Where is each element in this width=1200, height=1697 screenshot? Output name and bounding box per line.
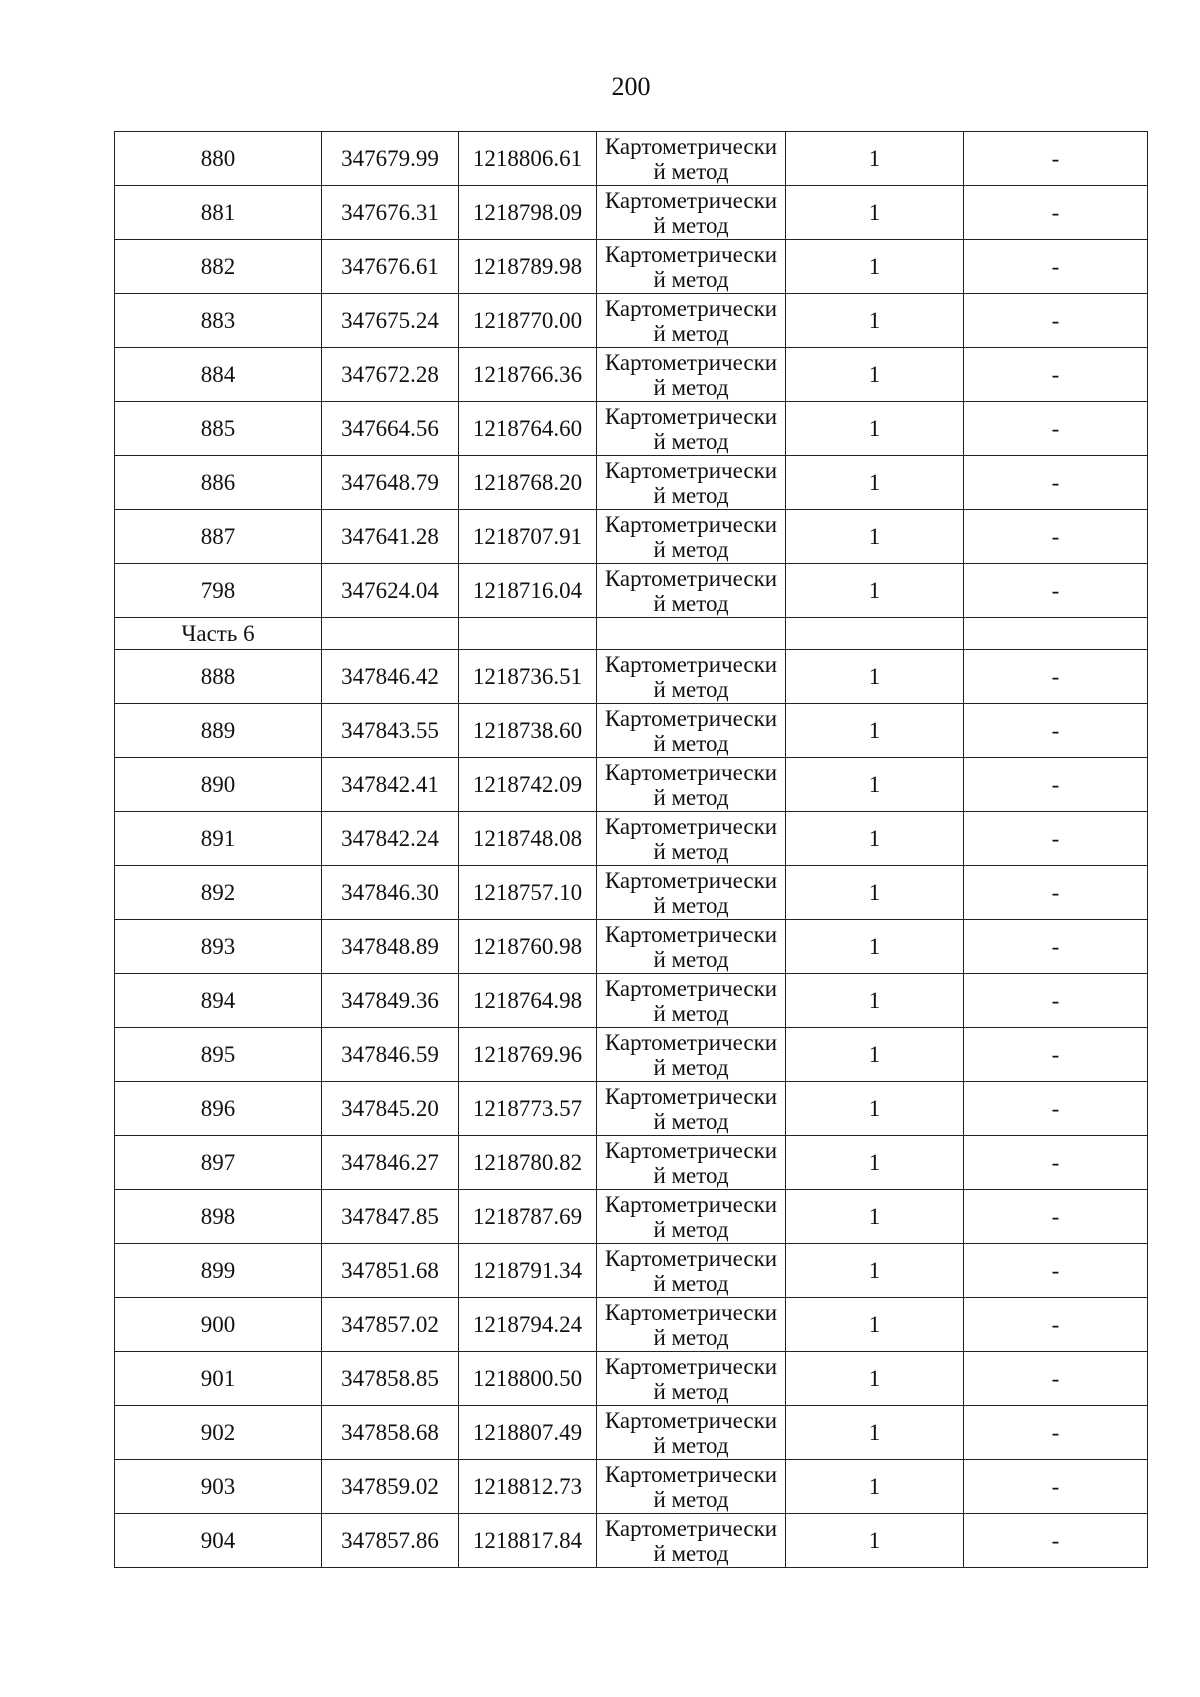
method-cell: Картометрически й метод (597, 132, 786, 186)
y-coordinate-cell: 1218800.50 (459, 1352, 597, 1406)
precision-cell: 1 (786, 1514, 964, 1568)
method-cell: Картометрически й метод (597, 1136, 786, 1190)
precision-cell: 1 (786, 1244, 964, 1298)
method-cell: Картометрически й метод (597, 456, 786, 510)
table-row (115, 1082, 1148, 1136)
y-coordinate-cell: 1218766.36 (459, 348, 597, 402)
table-row (115, 510, 1148, 564)
note-cell: - (964, 866, 1148, 920)
y-coordinate-cell: 1218794.24 (459, 1298, 597, 1352)
x-coordinate-cell: 347675.24 (322, 294, 459, 348)
y-coordinate-cell: 1218789.98 (459, 240, 597, 294)
precision-cell: 1 (786, 1028, 964, 1082)
method-cell: Картометрически й метод (597, 1514, 786, 1568)
y-coordinate-cell: 1218764.98 (459, 974, 597, 1028)
table-row (115, 240, 1148, 294)
y-coordinate-cell: 1218807.49 (459, 1406, 597, 1460)
x-coordinate-cell: 347857.02 (322, 1298, 459, 1352)
note-cell: - (964, 1136, 1148, 1190)
precision-cell: 1 (786, 758, 964, 812)
point-id-cell: 885 (115, 402, 322, 456)
precision-cell: 1 (786, 1460, 964, 1514)
table-row (115, 348, 1148, 402)
y-coordinate-cell: 1218742.09 (459, 758, 597, 812)
precision-cell: 1 (786, 456, 964, 510)
method-cell: Картометрически й метод (597, 866, 786, 920)
note-cell: - (964, 348, 1148, 402)
precision-cell: 1 (786, 920, 964, 974)
method-cell: Картометрически й метод (597, 1298, 786, 1352)
table-row (115, 186, 1148, 240)
note-cell: - (964, 1298, 1148, 1352)
x-coordinate-cell: 347641.28 (322, 510, 459, 564)
y-coordinate-cell: 1218707.91 (459, 510, 597, 564)
table-row (115, 1244, 1148, 1298)
note-cell: - (964, 758, 1148, 812)
y-coordinate-cell: 1218764.60 (459, 402, 597, 456)
note-cell: - (964, 132, 1148, 186)
y-coordinate-cell: 1218768.20 (459, 456, 597, 510)
method-cell: Картометрически й метод (597, 186, 786, 240)
table-row (115, 812, 1148, 866)
x-coordinate-cell: 347857.86 (322, 1514, 459, 1568)
empty-cell (322, 618, 459, 650)
method-cell: Картометрически й метод (597, 1190, 786, 1244)
precision-cell: 1 (786, 1298, 964, 1352)
precision-cell: 1 (786, 812, 964, 866)
note-cell: - (964, 974, 1148, 1028)
empty-cell (964, 618, 1148, 650)
y-coordinate-cell: 1218769.96 (459, 1028, 597, 1082)
note-cell: - (964, 1406, 1148, 1460)
note-cell: - (964, 240, 1148, 294)
point-id-cell: 798 (115, 564, 322, 618)
method-cell: Картометрически й метод (597, 920, 786, 974)
x-coordinate-cell: 347676.31 (322, 186, 459, 240)
note-cell: - (964, 1460, 1148, 1514)
point-id-cell: 890 (115, 758, 322, 812)
note-cell: - (964, 1082, 1148, 1136)
table-row (115, 866, 1148, 920)
x-coordinate-cell: 347664.56 (322, 402, 459, 456)
point-id-cell: 889 (115, 704, 322, 758)
point-id-cell: 904 (115, 1514, 322, 1568)
point-id-cell: 897 (115, 1136, 322, 1190)
point-id-cell: 880 (115, 132, 322, 186)
point-id-cell: 886 (115, 456, 322, 510)
precision-cell: 1 (786, 186, 964, 240)
y-coordinate-cell: 1218798.09 (459, 186, 597, 240)
table-row (115, 704, 1148, 758)
precision-cell: 1 (786, 510, 964, 564)
table-row (115, 294, 1148, 348)
y-coordinate-cell: 1218791.34 (459, 1244, 597, 1298)
x-coordinate-cell: 347624.04 (322, 564, 459, 618)
note-cell: - (964, 812, 1148, 866)
precision-cell: 1 (786, 348, 964, 402)
method-cell: Картометрически й метод (597, 1028, 786, 1082)
y-coordinate-cell: 1218748.08 (459, 812, 597, 866)
y-coordinate-cell: 1218770.00 (459, 294, 597, 348)
x-coordinate-cell: 347858.85 (322, 1352, 459, 1406)
note-cell: - (964, 186, 1148, 240)
method-cell: Картометрически й метод (597, 704, 786, 758)
method-cell: Картометрически й метод (597, 1244, 786, 1298)
method-cell: Картометрически й метод (597, 758, 786, 812)
point-id-cell: 899 (115, 1244, 322, 1298)
x-coordinate-cell: 347848.89 (322, 920, 459, 974)
x-coordinate-cell: 347842.24 (322, 812, 459, 866)
note-cell: - (964, 1244, 1148, 1298)
table-row (115, 456, 1148, 510)
table-row (115, 650, 1148, 704)
note-cell: - (964, 650, 1148, 704)
note-cell: - (964, 920, 1148, 974)
method-cell: Картометрически й метод (597, 564, 786, 618)
x-coordinate-cell: 347846.30 (322, 866, 459, 920)
point-id-cell: 893 (115, 920, 322, 974)
x-coordinate-cell: 347846.59 (322, 1028, 459, 1082)
x-coordinate-cell: 347847.85 (322, 1190, 459, 1244)
y-coordinate-cell: 1218817.84 (459, 1514, 597, 1568)
point-id-cell: 901 (115, 1352, 322, 1406)
precision-cell: 1 (786, 1352, 964, 1406)
table-row (115, 1406, 1148, 1460)
y-coordinate-cell: 1218780.82 (459, 1136, 597, 1190)
page-number: 200 (611, 72, 651, 101)
note-cell: - (964, 1352, 1148, 1406)
table-row (115, 758, 1148, 812)
method-cell: Картометрически й метод (597, 348, 786, 402)
note-cell: - (964, 564, 1148, 618)
y-coordinate-cell: 1218736.51 (459, 650, 597, 704)
note-cell: - (964, 704, 1148, 758)
coordinates-table (114, 131, 1148, 1568)
y-coordinate-cell: 1218716.04 (459, 564, 597, 618)
section-header-row (115, 618, 1148, 650)
precision-cell: 1 (786, 1406, 964, 1460)
method-cell: Картометрически й метод (597, 1082, 786, 1136)
y-coordinate-cell: 1218738.60 (459, 704, 597, 758)
precision-cell: 1 (786, 1082, 964, 1136)
precision-cell: 1 (786, 1190, 964, 1244)
point-id-cell: 894 (115, 974, 322, 1028)
precision-cell: 1 (786, 1136, 964, 1190)
point-id-cell: 895 (115, 1028, 322, 1082)
table-row (115, 132, 1148, 186)
note-cell: - (964, 510, 1148, 564)
point-id-cell: 900 (115, 1298, 322, 1352)
point-id-cell: 887 (115, 510, 322, 564)
table-row (115, 402, 1148, 456)
x-coordinate-cell: 347842.41 (322, 758, 459, 812)
x-coordinate-cell: 347679.99 (322, 132, 459, 186)
x-coordinate-cell: 347672.28 (322, 348, 459, 402)
x-coordinate-cell: 347849.36 (322, 974, 459, 1028)
method-cell: Картометрически й метод (597, 1406, 786, 1460)
x-coordinate-cell: 347846.27 (322, 1136, 459, 1190)
empty-cell (597, 618, 786, 650)
point-id-cell: 898 (115, 1190, 322, 1244)
precision-cell: 1 (786, 650, 964, 704)
note-cell: - (964, 1514, 1148, 1568)
method-cell: Картометрически й метод (597, 240, 786, 294)
method-cell: Картометрически й метод (597, 1352, 786, 1406)
point-id-cell: 896 (115, 1082, 322, 1136)
y-coordinate-cell: 1218787.69 (459, 1190, 597, 1244)
section-label: Часть 6 (115, 618, 322, 650)
precision-cell: 1 (786, 132, 964, 186)
x-coordinate-cell: 347851.68 (322, 1244, 459, 1298)
x-coordinate-cell: 347676.61 (322, 240, 459, 294)
table-row (115, 1514, 1148, 1568)
x-coordinate-cell: 347648.79 (322, 456, 459, 510)
table-row (115, 1460, 1148, 1514)
method-cell: Картометрически й метод (597, 974, 786, 1028)
y-coordinate-cell: 1218812.73 (459, 1460, 597, 1514)
note-cell: - (964, 294, 1148, 348)
table-row (115, 920, 1148, 974)
method-cell: Картометрически й метод (597, 1460, 786, 1514)
note-cell: - (964, 402, 1148, 456)
y-coordinate-cell: 1218806.61 (459, 132, 597, 186)
precision-cell: 1 (786, 564, 964, 618)
note-cell: - (964, 456, 1148, 510)
y-coordinate-cell: 1218760.98 (459, 920, 597, 974)
empty-cell (786, 618, 964, 650)
method-cell: Картометрически й метод (597, 402, 786, 456)
y-coordinate-cell: 1218757.10 (459, 866, 597, 920)
point-id-cell: 892 (115, 866, 322, 920)
empty-cell (459, 618, 597, 650)
precision-cell: 1 (786, 402, 964, 456)
point-id-cell: 881 (115, 186, 322, 240)
point-id-cell: 888 (115, 650, 322, 704)
method-cell: Картометрически й метод (597, 510, 786, 564)
note-cell: - (964, 1190, 1148, 1244)
point-id-cell: 883 (115, 294, 322, 348)
precision-cell: 1 (786, 240, 964, 294)
x-coordinate-cell: 347858.68 (322, 1406, 459, 1460)
table-row (115, 1190, 1148, 1244)
table-row (115, 1298, 1148, 1352)
method-cell: Картометрически й метод (597, 812, 786, 866)
x-coordinate-cell: 347846.42 (322, 650, 459, 704)
method-cell: Картометрически й метод (597, 650, 786, 704)
table-row (115, 1136, 1148, 1190)
x-coordinate-cell: 347843.55 (322, 704, 459, 758)
point-id-cell: 891 (115, 812, 322, 866)
point-id-cell: 903 (115, 1460, 322, 1514)
y-coordinate-cell: 1218773.57 (459, 1082, 597, 1136)
note-cell: - (964, 1028, 1148, 1082)
precision-cell: 1 (786, 294, 964, 348)
point-id-cell: 902 (115, 1406, 322, 1460)
precision-cell: 1 (786, 974, 964, 1028)
table-row (115, 974, 1148, 1028)
precision-cell: 1 (786, 704, 964, 758)
coordinates-table-body (115, 132, 1148, 1568)
point-id-cell: 882 (115, 240, 322, 294)
x-coordinate-cell: 347845.20 (322, 1082, 459, 1136)
point-id-cell: 884 (115, 348, 322, 402)
table-row (115, 1352, 1148, 1406)
method-cell: Картометрически й метод (597, 294, 786, 348)
table-row (115, 1028, 1148, 1082)
precision-cell: 1 (786, 866, 964, 920)
x-coordinate-cell: 347859.02 (322, 1460, 459, 1514)
table-row (115, 564, 1148, 618)
